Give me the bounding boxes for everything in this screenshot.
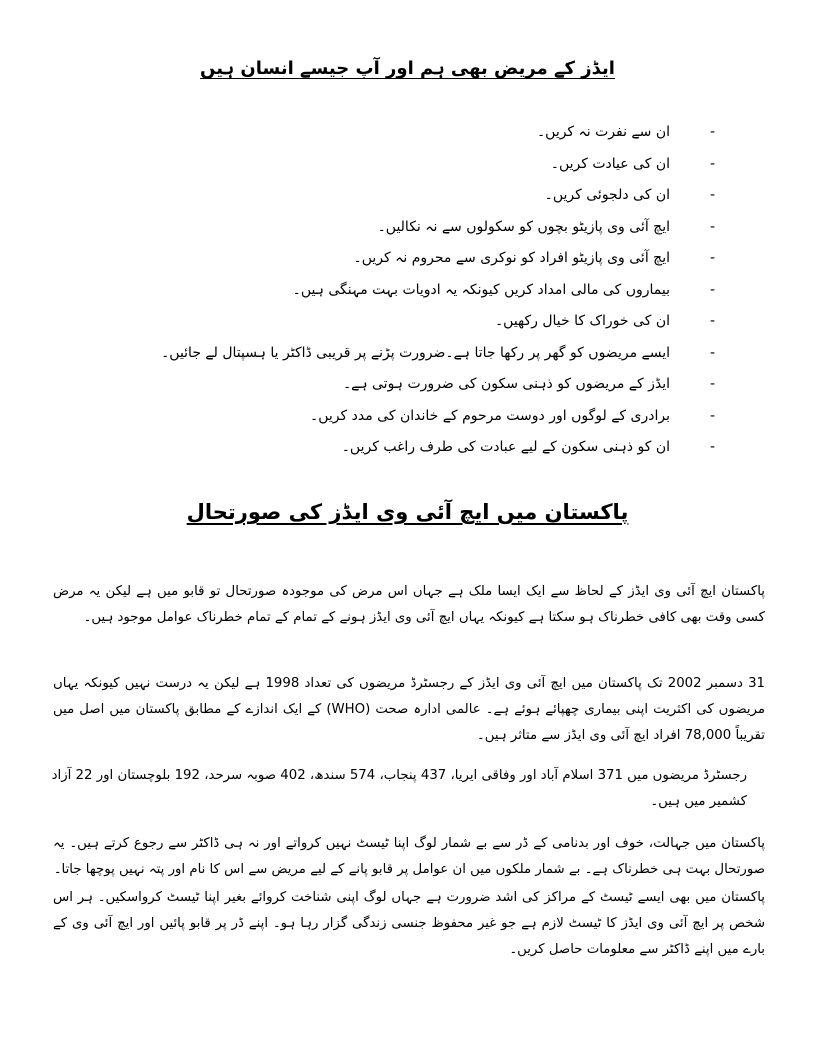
bullet-marker: -: [709, 407, 715, 424]
list-item: [95, 118, 715, 150]
bullet-marker: -: [709, 187, 715, 203]
list-item-text: ان کی دلجوئی کریں۔: [544, 187, 670, 203]
list-item: [95, 339, 715, 371]
list-item: [95, 181, 715, 213]
list-item-text: ان کی عیادت کریں۔: [550, 155, 670, 172]
list-item-text: ان کو ذہنی سکون کے لیے عبادت کی طرف راغب کریں۔: [341, 439, 670, 455]
heading-aids-patients-are-human: ایڈز کے مریض بھی ہم اور آپ جیسے انسان ہیں: [200, 58, 615, 79]
list-item-text: بیماروں کی مالی امداد کریں کیونکہ یہ ادویات بہت مہنگی ہیں۔: [292, 281, 670, 298]
bullet-marker: -: [709, 439, 715, 455]
paragraph-stigma: پاکستان میں جہالت، خوف اور بدنامی کے ڈر سے بے شمار لوگ اپنا ٹیسٹ نہیں کرواتے اور نہ ہی ڈاکٹر سے رجوع کرتے ہیں۔ یہ صورتحال بہت ہی خطرناک ہے۔ بے شمار ملکوں میں ان عوامل پر قابو پانے کے لیے مریض سے اس کا نام اور پتہ نہیں پوچھا جاتا۔: [53, 836, 765, 878]
paragraph-regional-breakdown: رجسٹرڈ مریضوں میں 371 اسلام آباد اور وفاقی ایریا، 437 پنجاب، 574 سندھ، 402 صوبہ سرحد، 192 بلوچستان اور 22 آزاد کشمیر میں ہیں۔: [51, 768, 747, 810]
list-item-text: ایچ آئی وی پازیٹو بچوں کو سکولوں سے نہ نکالیں۔: [377, 218, 670, 235]
list-item-text: ایچ آئی وی پازیٹو افراد کو نوکری سے محروم نہ کریں۔: [353, 250, 670, 266]
paragraph-overview: پاکستان ایچ آئی وی ایڈز کے لحاظ سے ایک ایسا ملک ہے جہاں اس مرض کی موجودہ صورتحال تو قابو میں ہے لیکن یہ مرض کسی وقت بھی کافی خطرناک ہو سکتا ہے کیونکہ یہاں ایچ آئی وی ایڈز ہونے کے تمام کے تمام خطرناک عوامل موجود ہیں۔: [53, 584, 765, 626]
list-item: [95, 150, 715, 182]
list-item: [95, 370, 715, 402]
list-item: [95, 244, 715, 276]
bullet-marker: -: [709, 250, 715, 266]
list-item-text: ان سے نفرت نہ کریں۔: [536, 124, 670, 140]
list-item-text: برادری کے لوگوں اور دوست مرحوم کے خاندان کی مدد کریں۔: [310, 407, 670, 424]
list-item: [95, 213, 715, 245]
bullet-marker: -: [709, 281, 715, 298]
list-item-text: ان کی خوراک کا خیال رکھیں۔: [494, 313, 670, 329]
list-item: [95, 276, 715, 308]
bullet-marker: -: [709, 155, 715, 172]
list-item-text: ایسے مریضوں کو گھر پر رکھا جاتا ہے۔ضرورت پڑنے پر قریبی ڈاکٹر یا ہسپتال لے جائیں۔: [161, 344, 670, 361]
bullet-marker: -: [709, 313, 715, 329]
bullet-marker: -: [709, 344, 715, 361]
list-item: [95, 402, 715, 434]
list-item-text: ایڈز کے مریضوں کو ذہنی سکون کی ضرورت ہوتی ہے۔: [342, 376, 670, 392]
paragraph-registered-cases: 31 دسمبر 2002 تک پاکستان میں ایچ آئی وی ایڈز کے رجسٹرڈ مریضوں کی تعداد 1998 ہے لیکن یہ درست نہیں کیونکہ یہاں مریضوں کی اکثریت اپنی بیماری چھپائے ہوئے ہے۔ عالمی ادارہ صحت (WHO) کے ایک اندازے کے مطابق پاکستان میں اصل میں تقریباً 78,000 افراد ایچ آئی وی ایڈز سے متاثر ہیں۔: [53, 676, 766, 744]
bullet-marker: -: [709, 376, 715, 392]
bullet-marker: -: [709, 218, 715, 235]
list-item: [95, 433, 715, 465]
bullet-marker: -: [709, 124, 715, 140]
advice-list: [95, 118, 715, 465]
heading-hiv-aids-situation-in-pakistan: پاکستان میں ایچ آئی وی ایڈز کی صورتحال: [186, 500, 629, 524]
list-item: [95, 307, 715, 339]
paragraph-testing-centers: پاکستان میں بھی ایسے ٹیسٹ کے مراکز کی اشد ضرورت ہے جہاں لوگ اپنی شناخت کروائے بغیر اپنا ٹیسٹ کرواسکیں۔ ہر اس شخص پر ایچ آئی وی ایڈز کا ٹیسٹ لازم ہے جو غیر محفوظ جنسی زندگی گزار رہا ہو۔ اپنے ڈر پر قابو پائیں اور ایچ آئی وی کے بارے میں اپنے ڈاکٹر سے معلومات حاصل کریں۔: [53, 890, 765, 958]
